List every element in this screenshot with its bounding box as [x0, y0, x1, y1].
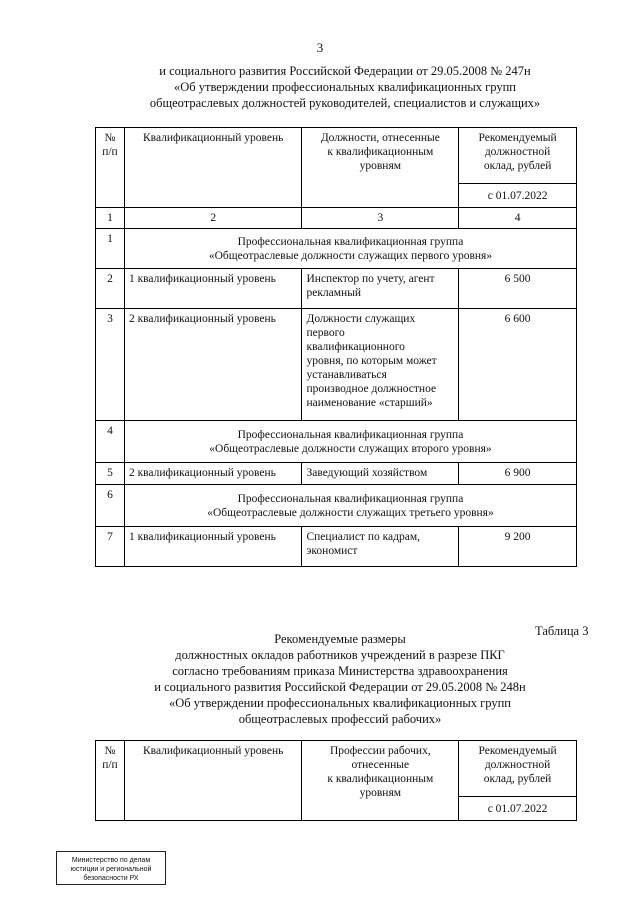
page-number: 3 — [316, 40, 324, 55]
registration-stamp — [56, 851, 166, 885]
col-number: 1 — [96, 208, 125, 229]
row-level: 1 квалификационный уровень — [124, 269, 302, 309]
row-num: 3 — [96, 309, 125, 421]
row-salary: 9 200 — [459, 527, 577, 567]
col-header-level: Квалификационный уровень — [124, 128, 302, 208]
title-line: должностных окладов работников учреждений в разрезе ПКГ — [175, 648, 505, 662]
row-num: 7 — [96, 527, 125, 567]
table2-header — [80, 63, 610, 111]
title-line: согласно требованиям приказа Министерства здравоохранения — [172, 664, 508, 678]
table-row — [96, 527, 577, 567]
header-line: «Об утверждении профессиональных квалификационных групп — [173, 80, 516, 94]
row-salary: 6 900 — [459, 463, 577, 485]
col-header-professions: Профессии рабочих, отнесенные к квалификационным уровням — [302, 741, 459, 821]
group-title: Профессиональная квалификационная группа «Общеотраслевые должности служащих третьего уровня» — [124, 485, 576, 527]
col-header-date: с 01.07.2022 — [459, 184, 577, 208]
table-row — [96, 485, 577, 527]
header-line: общеотраслевых должностей руководителей, специалистов и служащих» — [149, 96, 541, 110]
title-line: и социального развития Российской Федерации от 29.05.2008 № 248н — [154, 680, 526, 694]
col-header-num: № п/п — [96, 741, 125, 821]
row-position: Инспектор по учету, агент рекламный — [302, 269, 459, 309]
col-header-num: № п/п — [96, 128, 125, 208]
col-number: 3 — [302, 208, 459, 229]
row-level: 2 квалификационный уровень — [124, 463, 302, 485]
row-position: Должности служащих первого квалификационного уровня, по которым может устанавливаться производное должностное наименование «старший» — [302, 309, 459, 421]
col-number: 2 — [124, 208, 302, 229]
row-num: 6 — [96, 485, 125, 527]
stamp-line: безопасности РХ — [83, 875, 139, 882]
table-row — [96, 463, 577, 485]
salary-table-workers — [95, 740, 577, 821]
row-num: 2 — [96, 269, 125, 309]
col-header-date: с 01.07.2022 — [459, 797, 577, 821]
col-number: 4 — [459, 208, 577, 229]
stamp-line: юстиции и региональной — [70, 866, 152, 873]
header-line: и социального развития Российской Федерации от 29.05.2008 № 247н — [159, 64, 531, 78]
row-position: Специалист по кадрам, экономист — [302, 527, 459, 567]
col-header-salary: Рекомендуемый должностной оклад, рублей — [459, 128, 577, 184]
title-line: общеотраслевых профессий рабочих» — [238, 712, 442, 726]
col-header-salary: Рекомендуемый должностной оклад, рублей — [459, 741, 577, 797]
table-row — [96, 269, 577, 309]
table-row — [96, 309, 577, 421]
table-row — [96, 229, 577, 269]
col-header-positions: Должности, отнесенные к квалификационным уровням — [302, 128, 459, 208]
col-header-level: Квалификационный уровень — [124, 741, 302, 821]
stamp-line: Министерство по делам — [71, 857, 151, 864]
salary-table-employees — [95, 127, 577, 567]
table3-title — [100, 631, 580, 727]
title-line: «Об утверждении профессиональных квалификационных групп — [168, 696, 511, 710]
table3-caption: Таблица 3 — [535, 624, 589, 638]
row-level: 2 квалификационный уровень — [124, 309, 302, 421]
group-title: Профессиональная квалификационная группа «Общеотраслевые должности служащих первого уровня» — [124, 229, 576, 269]
row-salary: 6 500 — [459, 269, 577, 309]
title-line: Рекомендуемые размеры — [274, 632, 406, 646]
row-num: 1 — [96, 229, 125, 269]
row-salary: 6 600 — [459, 309, 577, 421]
group-title: Профессиональная квалификационная группа «Общеотраслевые должности служащих второго уровня» — [124, 421, 576, 463]
row-num: 5 — [96, 463, 125, 485]
row-num: 4 — [96, 421, 125, 463]
table-row — [96, 421, 577, 463]
row-position: Заведующий хозяйством — [302, 463, 459, 485]
row-level: 1 квалификационный уровень — [124, 527, 302, 567]
